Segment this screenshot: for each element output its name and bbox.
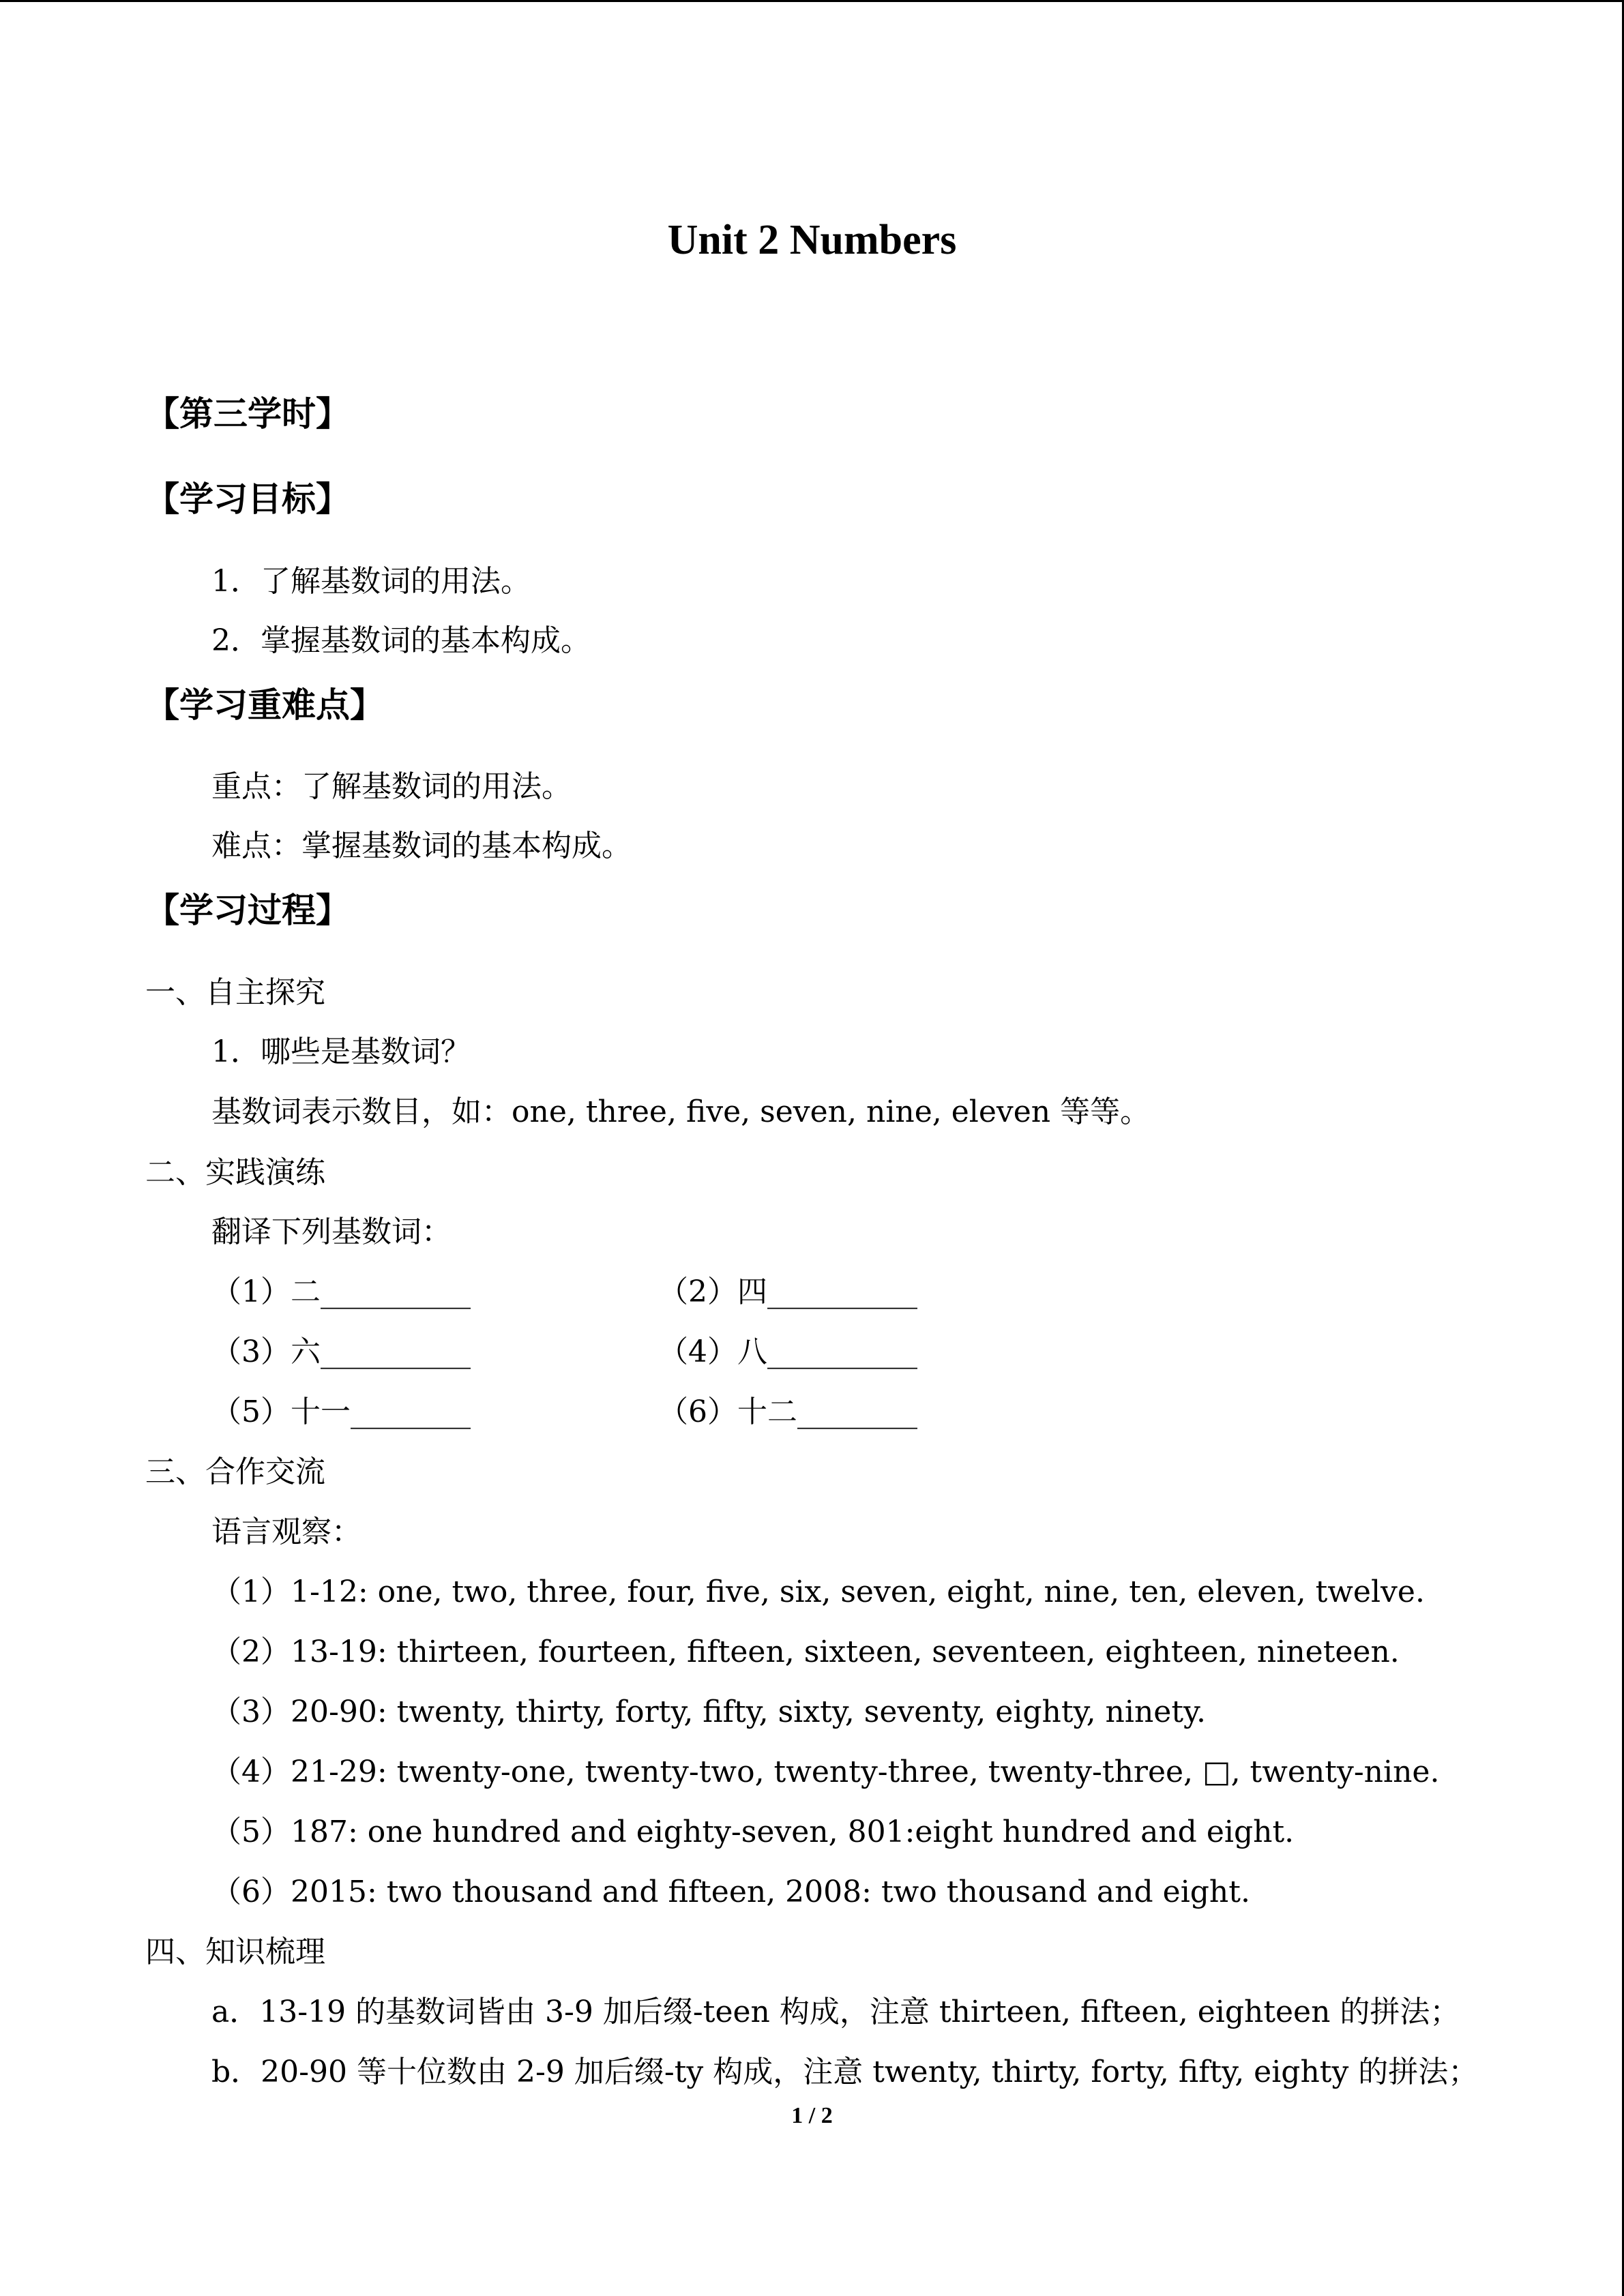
observation-line-4: （4）21-29: twenty-one, twenty-two, twenty-three, twenty-three, □, twenty-nine. bbox=[211, 1755, 1440, 1789]
observation-line-2: （2）13-19: thirteen, fourteen, fifteen, sixteen, seventeen, eighteen, nineteen. bbox=[211, 1635, 1400, 1669]
summary-line-b: b．20-90 等十位数由 2-9 加后缀-ty 构成，注意 twenty, thirty, forty, fifty, eighty 的拼法； bbox=[211, 2055, 1479, 2089]
section3-title: 三、合作交流 bbox=[145, 1455, 325, 1489]
section4-title: 四、知识梳理 bbox=[145, 1935, 325, 1969]
document-title: Unit 2 Numbers bbox=[667, 217, 957, 263]
page-border-top bbox=[0, 0, 1624, 2]
translate-item-6: （6）十二________ bbox=[658, 1395, 917, 1429]
observation-line-6: （6）2015: two thousand and fifteen, 2008: two thousand and eight. bbox=[211, 1875, 1250, 1909]
translate-item-4: （4）八__________ bbox=[658, 1335, 917, 1369]
translate-item-5: （5）十一________ bbox=[211, 1395, 471, 1429]
observation-line-5: （5）187: one hundred and eighty-seven, 801:eight hundred and eight. bbox=[211, 1815, 1295, 1849]
observation-line-1: （1）1-12: one, two, three, four, five, six, seven, eight, nine, ten, eleven, twelve. bbox=[211, 1575, 1425, 1609]
heading-lesson: 【第三学时】 bbox=[145, 394, 350, 434]
objective-2: 2．掌握基数词的基本构成。 bbox=[211, 623, 591, 658]
translate-item-1: （1）二__________ bbox=[211, 1274, 471, 1309]
translate-item-2: （2）四__________ bbox=[658, 1274, 917, 1309]
page-number: 1 / 2 bbox=[791, 2103, 833, 2128]
heading-key-points: 【学习重难点】 bbox=[145, 685, 384, 725]
heading-objectives: 【学习目标】 bbox=[145, 479, 350, 519]
translate-item-3: （3）六__________ bbox=[211, 1335, 471, 1369]
key-point-difficulty: 难点：掌握基数词的基本构成。 bbox=[211, 829, 632, 863]
key-point-focus: 重点：了解基数词的用法。 bbox=[211, 769, 572, 804]
heading-process: 【学习过程】 bbox=[145, 891, 350, 930]
section1-question: 1．哪些是基数词？ bbox=[211, 1034, 471, 1069]
objective-1: 1．了解基数词的用法。 bbox=[211, 564, 531, 599]
observation-line-3: （3）20-90: twenty, thirty, forty, fifty, sixty, seventy, eighty, ninety. bbox=[211, 1695, 1207, 1729]
section3-subtitle: 语言观察： bbox=[211, 1515, 361, 1549]
section1-answer: 基数词表示数目，如：one, three, five, seven, nine, eleven 等等。 bbox=[211, 1094, 1151, 1129]
section2-title: 二、实践演练 bbox=[145, 1155, 325, 1190]
section2-instruction: 翻译下列基数词： bbox=[211, 1214, 452, 1249]
summary-line-a: a．13-19 的基数词皆由 3-9 加后缀-teen 构成，注意 thirteen, fifteen, eighteen 的拼法； bbox=[211, 1995, 1460, 2029]
section1-title: 一、自主探究 bbox=[145, 975, 325, 1010]
